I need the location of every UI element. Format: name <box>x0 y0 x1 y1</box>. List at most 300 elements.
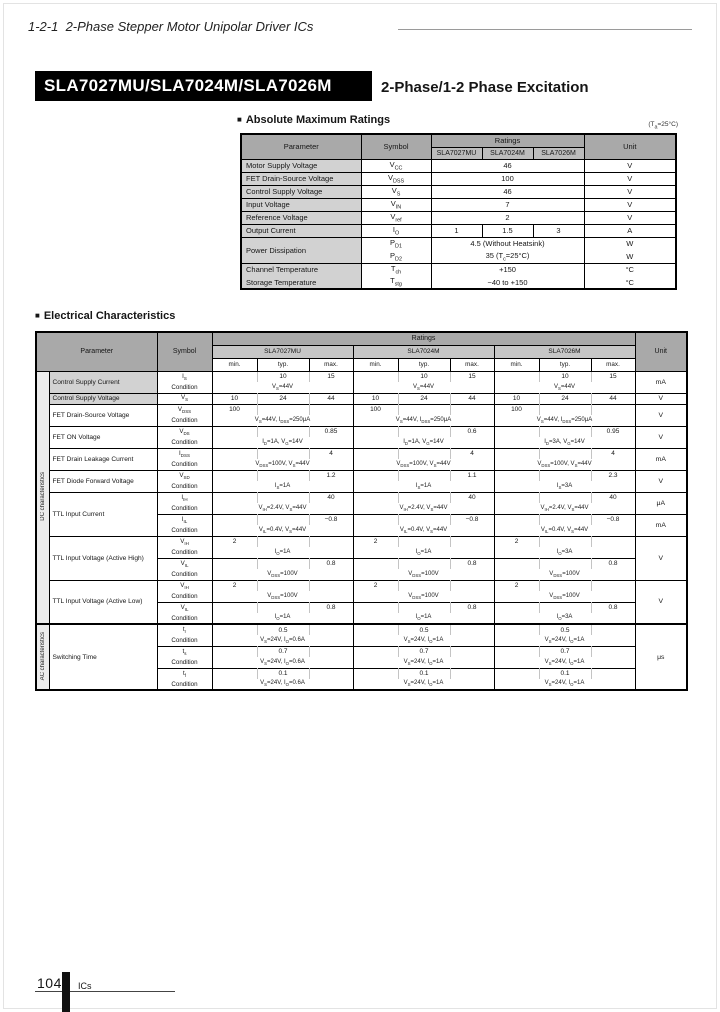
ec-subheader-typ: typ. <box>398 358 450 371</box>
amr-unit: A <box>584 224 676 237</box>
ec-value-max <box>591 536 635 547</box>
ec-unit: V <box>635 580 687 624</box>
amr-rating-value: +150 <box>431 263 584 276</box>
ec-symbol: $t_f$ <box>157 668 212 679</box>
ec-value-max: 0.6 <box>450 426 494 437</box>
footer-category: ICs <box>78 981 92 991</box>
ec-value-min <box>494 426 539 437</box>
ec-value-typ <box>398 580 450 591</box>
ec-header-parameter: Parameter <box>36 332 157 371</box>
ec-value-max: 0.85 <box>309 426 353 437</box>
amr-rating-value: 2 <box>431 211 584 224</box>
ec-condition-value: $V_S=24V$, $I_O=1A$ <box>353 679 494 690</box>
ec-value-typ <box>257 492 309 503</box>
ec-section-title: ■ Electrical Characteristics <box>35 310 175 322</box>
ec-condition-value: $I_O=3A$ <box>494 547 635 558</box>
ec-value-min <box>212 514 257 525</box>
ec-value-max <box>591 580 635 591</box>
ec-condition-value: $V_{IL}=0.4V$, $V_S=44V$ <box>212 525 353 536</box>
ec-value-typ <box>257 602 309 613</box>
ec-condition-label: Condition <box>157 591 212 602</box>
ec-symbol: $V_{IL}$ <box>157 558 212 569</box>
ec-value-min <box>212 558 257 569</box>
amr-unit: W <box>584 250 676 263</box>
amr-parameter: Channel Temperature <box>241 263 361 276</box>
amr-condition-note: $(T_a=25^\circ C)$ <box>648 121 678 131</box>
ec-value-min <box>353 492 398 503</box>
ec-value-typ <box>257 536 309 547</box>
ec-value-max: 15 <box>591 371 635 382</box>
ec-parameter: TTL Input Voltage (Active High) <box>49 536 157 580</box>
ec-header-unit: Unit <box>635 332 687 371</box>
ec-condition-value: $V_{IH}=2.4V$, $V_S=44V$ <box>212 503 353 514</box>
ec-device-name: SLA7026M <box>494 345 635 358</box>
ec-value-typ <box>539 470 591 481</box>
ec-value-max <box>450 646 494 657</box>
ec-value-max <box>309 668 353 679</box>
ec-value-max: 0.8 <box>591 602 635 613</box>
part-number-banner: SLA7027MU/SLA7024M/SLA7026M <box>35 71 372 101</box>
ec-parameter: FET Drain Leakage Current <box>49 448 157 470</box>
ec-value-max <box>309 646 353 657</box>
ec-value-max: 15 <box>309 371 353 382</box>
ec-value-typ: 24 <box>398 393 450 404</box>
ec-subheader-typ: typ. <box>257 358 309 371</box>
ec-parameter: FET ON Voltage <box>49 426 157 448</box>
ec-condition-value: $V_{IL}=0.4V$, $V_S=44V$ <box>494 525 635 536</box>
ec-condition-label: Condition <box>157 481 212 492</box>
ec-value-min: 10 <box>212 393 257 404</box>
ec-symbol: $V_{IH}$ <box>157 580 212 591</box>
ec-value-typ: 0.1 <box>257 668 309 679</box>
ec-value-min: 100 <box>353 404 398 415</box>
ec-value-max: 1.2 <box>309 470 353 481</box>
ec-value-min <box>353 448 398 459</box>
chapter-heading: 1-2-1 2-Phase Stepper Motor Unipolar Driver ICs <box>28 19 314 34</box>
ec-value-min <box>353 602 398 613</box>
footer-rule <box>35 991 175 992</box>
ec-value-min: 2 <box>494 536 539 547</box>
amr-parameter: Reference Voltage <box>241 211 361 224</box>
ec-value-min <box>212 624 257 635</box>
ec-symbol: $I_{IL}$ <box>157 514 212 525</box>
amr-rating-value: 35 $(T_c=25^\circ C)$ <box>431 250 584 263</box>
ec-condition-value: $V_{DSS}=100V$ <box>353 569 494 580</box>
ec-condition-value: $I_O=1A$ <box>353 547 494 558</box>
ec-condition-value: $V_S=44V$ <box>353 382 494 393</box>
ec-value-max: 40 <box>591 492 635 503</box>
ec-condition-value: $V_S=44V$, $I_{DSS}=250\mu A$ <box>353 415 494 426</box>
ec-condition-value: $I_O=3A$ <box>494 613 635 624</box>
ec-value-max: 4 <box>450 448 494 459</box>
ec-value-typ <box>539 602 591 613</box>
ec-value-typ: 24 <box>257 393 309 404</box>
ec-condition-value: $V_S=24V$, $I_O=0.6A$ <box>212 635 353 646</box>
amr-parameter: Motor Supply Voltage <box>241 159 361 172</box>
ec-parameter: Switching Time <box>49 624 157 690</box>
ec-device-name: SLA7027MU <box>212 345 353 358</box>
ec-value-min <box>212 470 257 481</box>
ec-condition-label: Condition <box>157 547 212 558</box>
ec-value-max: 40 <box>309 492 353 503</box>
ec-unit: mA <box>635 371 687 393</box>
amr-symbol: $P_{D2}$ <box>361 250 431 263</box>
amr-unit: W <box>584 237 676 250</box>
ec-symbol: $I_S$ <box>157 371 212 382</box>
ec-parameter: TTL Input Voltage (Active Low) <box>49 580 157 624</box>
ec-parameter: FET Diode Forward Voltage <box>49 470 157 492</box>
amr-symbol: $T_{stg}$ <box>361 276 431 289</box>
ec-value-max: 0.8 <box>450 602 494 613</box>
ec-value-max: −0.8 <box>450 514 494 525</box>
ec-value-max: 44 <box>309 393 353 404</box>
amr-unit: V <box>584 172 676 185</box>
amr-parameter: Control Supply Voltage <box>241 185 361 198</box>
amr-symbol: $V_{ref}$ <box>361 211 431 224</box>
ec-value-typ: 24 <box>539 393 591 404</box>
ec-condition-label: Condition <box>157 635 212 646</box>
ec-subheader-min: min. <box>494 358 539 371</box>
ec-condition-value: $V_S=44V$ <box>212 382 353 393</box>
ec-subheader-typ: typ. <box>539 358 591 371</box>
ec-value-min: 2 <box>353 536 398 547</box>
ec-condition-value: $I_D=1A$, $V_G=14V$ <box>212 437 353 448</box>
amr-header-unit: Unit <box>584 134 676 159</box>
absolute-maximum-ratings-table <box>240 133 677 290</box>
amr-parameter: FET Drain-Source Voltage <box>241 172 361 185</box>
ec-header-ratings: Ratings <box>212 332 635 345</box>
amr-rating-value: 3 <box>533 224 584 237</box>
ec-condition-value: $V_{DSS}=100V$ <box>212 569 353 580</box>
ec-value-typ <box>257 470 309 481</box>
ec-symbol: $V_S$ <box>157 393 212 404</box>
ec-value-min <box>494 668 539 679</box>
ec-value-typ <box>539 426 591 437</box>
ec-value-typ: 0.5 <box>539 624 591 635</box>
ec-value-min <box>494 646 539 657</box>
ec-value-typ: 0.7 <box>398 646 450 657</box>
ec-condition-value: $V_S=24V$, $I_O=0.6A$ <box>212 679 353 690</box>
ec-condition-value: $V_S=24V$, $I_O=1A$ <box>494 635 635 646</box>
electrical-characteristics-table <box>35 331 688 691</box>
ec-value-min: 100 <box>494 404 539 415</box>
ec-condition-value: $I_D=3A$, $V_G=14V$ <box>494 437 635 448</box>
ec-unit: V <box>635 393 687 404</box>
ec-value-max: 1.1 <box>450 470 494 481</box>
amr-rating-value: 4.5 (Without Heatsink) <box>431 237 584 250</box>
ec-value-typ <box>539 448 591 459</box>
ec-parameter: Control Supply Current <box>49 371 157 393</box>
ec-value-typ <box>257 580 309 591</box>
ec-condition-value: $V_{IL}=0.4V$, $V_S=44V$ <box>353 525 494 536</box>
ec-value-min <box>353 558 398 569</box>
ec-value-min <box>494 624 539 635</box>
amr-rating-value: 46 <box>431 185 584 198</box>
ec-value-max <box>309 624 353 635</box>
ec-value-min <box>353 646 398 657</box>
page-subtitle: 2-Phase/1-2 Phase Excitation <box>381 79 589 96</box>
ec-value-max: 2.3 <box>591 470 635 481</box>
ec-value-max: 15 <box>450 371 494 382</box>
ec-condition-value: $I_O=1A$ <box>212 613 353 624</box>
ec-value-min <box>494 448 539 459</box>
ec-value-min: 2 <box>494 580 539 591</box>
ec-value-typ <box>398 448 450 459</box>
ec-value-min <box>212 602 257 613</box>
amr-parameter: Output Current <box>241 224 361 237</box>
ec-condition-value: $V_{DSS}=100V$, $V_S=44V$ <box>353 459 494 470</box>
ec-condition-value: $V_S=24V$, $I_O=1A$ <box>353 635 494 646</box>
ec-value-typ <box>398 404 450 415</box>
ec-value-min: 2 <box>212 536 257 547</box>
amr-section-title: ■ Absolute Maximum Ratings <box>237 114 390 126</box>
ec-value-min <box>353 371 398 382</box>
ec-value-max: −0.8 <box>591 514 635 525</box>
ec-value-min <box>212 646 257 657</box>
amr-device-name: SLA7027MU <box>431 147 482 159</box>
ec-value-min <box>353 624 398 635</box>
ec-value-min <box>494 602 539 613</box>
ec-value-typ <box>398 536 450 547</box>
ec-value-min: 100 <box>212 404 257 415</box>
heading-rule <box>398 29 692 30</box>
amr-header-ratings: Ratings <box>431 134 584 147</box>
ec-unit: V <box>635 470 687 492</box>
ec-value-min <box>353 426 398 437</box>
ec-value-min <box>353 668 398 679</box>
ec-value-min <box>212 668 257 679</box>
ec-value-max: 4 <box>591 448 635 459</box>
amr-parameter: Input Voltage <box>241 198 361 211</box>
ec-condition-value: $I_D=1A$, $V_G=14V$ <box>353 437 494 448</box>
amr-rating-value: 1.5 <box>482 224 533 237</box>
ec-value-max: 0.95 <box>591 426 635 437</box>
ec-value-typ <box>257 426 309 437</box>
ec-value-min <box>353 470 398 481</box>
ec-condition-value: $V_{IH}=2.4V$, $V_S=44V$ <box>353 503 494 514</box>
ec-condition-value: $V_S=24V$, $I_O=1A$ <box>353 657 494 668</box>
ec-condition-label: Condition <box>157 382 212 393</box>
ec-condition-label: Condition <box>157 459 212 470</box>
amr-symbol: $V_{IN}$ <box>361 198 431 211</box>
ec-parameter: FET Drain-Source Voltage <box>49 404 157 426</box>
ec-value-min <box>494 492 539 503</box>
ec-value-min <box>494 558 539 569</box>
amr-header-parameter: Parameter <box>241 134 361 159</box>
ec-subheader-max: max. <box>591 358 635 371</box>
ec-value-max <box>450 668 494 679</box>
ec-value-min <box>212 492 257 503</box>
ec-condition-value: $I_S=1A$ <box>212 481 353 492</box>
amr-rating-value: 1 <box>431 224 482 237</box>
amr-symbol: $T_{ch}$ <box>361 263 431 276</box>
ec-value-max: 4 <box>309 448 353 459</box>
ec-value-min: 10 <box>494 393 539 404</box>
ec-value-typ <box>539 580 591 591</box>
amr-rating-value: 46 <box>431 159 584 172</box>
ec-value-typ: 0.5 <box>398 624 450 635</box>
ec-value-max: 40 <box>450 492 494 503</box>
amr-unit: °C <box>584 276 676 289</box>
ec-condition-label: Condition <box>157 569 212 580</box>
ec-value-min <box>212 371 257 382</box>
ec-value-max: 44 <box>450 393 494 404</box>
ec-unit: V <box>635 404 687 426</box>
amr-header-symbol: Symbol <box>361 134 431 159</box>
amr-parameter: Power Dissipation <box>241 237 361 263</box>
ec-condition-label: Condition <box>157 437 212 448</box>
ec-condition-value: $I_S=3A$ <box>494 481 635 492</box>
ec-value-typ <box>539 404 591 415</box>
ec-value-max <box>450 404 494 415</box>
amr-unit: °C <box>584 263 676 276</box>
ec-value-max: 0.8 <box>450 558 494 569</box>
ec-value-min <box>494 371 539 382</box>
ec-value-max <box>309 580 353 591</box>
ec-value-typ <box>398 602 450 613</box>
ec-value-typ <box>398 514 450 525</box>
ec-condition-value: $V_S=44V$, $I_{DSS}=250\mu A$ <box>212 415 353 426</box>
amr-symbol: $V_S$ <box>361 185 431 198</box>
ec-value-max <box>450 624 494 635</box>
ec-value-typ <box>398 470 450 481</box>
ec-unit: μs <box>635 624 687 690</box>
amr-rating-value: 7 <box>431 198 584 211</box>
ec-value-typ: 10 <box>539 371 591 382</box>
ec-condition-value: $V_{DSS}=100V$ <box>353 591 494 602</box>
ec-unit: mA <box>635 448 687 470</box>
ec-value-min: 10 <box>353 393 398 404</box>
ec-value-max <box>450 536 494 547</box>
ec-device-name: SLA7024M <box>353 345 494 358</box>
ec-section-side-label: AC characteristics <box>36 624 49 690</box>
ec-condition-label: Condition <box>157 525 212 536</box>
amr-unit: V <box>584 159 676 172</box>
ec-value-typ: 10 <box>257 371 309 382</box>
amr-unit: V <box>584 198 676 211</box>
ec-condition-value: $V_S=44V$ <box>494 382 635 393</box>
ec-value-max <box>591 624 635 635</box>
ec-condition-value: $V_S=24V$, $I_O=1A$ <box>494 679 635 690</box>
ec-value-max: 0.8 <box>591 558 635 569</box>
ec-condition-value: $V_S=24V$, $I_O=0.6A$ <box>212 657 353 668</box>
ec-symbol: $V_{IL}$ <box>157 602 212 613</box>
ec-unit: mA <box>635 514 687 536</box>
ec-value-min <box>212 448 257 459</box>
ec-condition-value: $V_{DSS}=100V$ <box>212 591 353 602</box>
ec-value-typ <box>398 492 450 503</box>
amr-device-name: SLA7024M <box>482 147 533 159</box>
footer-bar <box>62 972 70 1012</box>
ec-symbol: $V_{IH}$ <box>157 536 212 547</box>
ec-condition-value: $I_S=1A$ <box>353 481 494 492</box>
ec-value-min <box>494 470 539 481</box>
ec-condition-label: Condition <box>157 415 212 426</box>
amr-parameter: Storage Temperature <box>241 276 361 289</box>
ec-symbol: $t_s$ <box>157 646 212 657</box>
ec-header-symbol: Symbol <box>157 332 212 371</box>
ec-value-min: 2 <box>353 580 398 591</box>
ec-condition-label: Condition <box>157 503 212 514</box>
ec-value-max <box>309 536 353 547</box>
ec-symbol: $V_{SD}$ <box>157 470 212 481</box>
ec-value-typ <box>539 514 591 525</box>
ec-symbol: $I_{DSS}$ <box>157 448 212 459</box>
ec-unit: V <box>635 536 687 580</box>
amr-symbol: $P_{D1}$ <box>361 237 431 250</box>
ec-subheader-max: max. <box>450 358 494 371</box>
ec-symbol: $t_r$ <box>157 624 212 635</box>
ec-value-typ <box>539 536 591 547</box>
ec-value-typ <box>398 426 450 437</box>
ec-value-max: −0.8 <box>309 514 353 525</box>
ec-value-typ: 10 <box>398 371 450 382</box>
ec-condition-label: Condition <box>157 613 212 624</box>
amr-rating-value: −40 to +150 <box>431 276 584 289</box>
ec-value-max: 0.8 <box>309 602 353 613</box>
ec-condition-label: Condition <box>157 657 212 668</box>
ec-subheader-min: min. <box>353 358 398 371</box>
ec-value-typ <box>398 558 450 569</box>
ec-value-min <box>212 426 257 437</box>
ec-condition-value: $V_{DSS}=100V$, $V_S=44V$ <box>494 459 635 470</box>
ec-value-typ <box>257 514 309 525</box>
amr-symbol: $V_{CC}$ <box>361 159 431 172</box>
ec-value-min <box>353 514 398 525</box>
ec-value-max <box>309 404 353 415</box>
ec-value-typ <box>257 404 309 415</box>
ec-value-typ: 0.7 <box>257 646 309 657</box>
ec-value-max: 44 <box>591 393 635 404</box>
ec-value-typ <box>539 492 591 503</box>
ec-parameter: Control Supply Voltage <box>49 393 157 404</box>
ec-condition-value: $I_O=1A$ <box>212 547 353 558</box>
ec-condition-value: $V_{DSS}=100V$, $V_S=44V$ <box>212 459 353 470</box>
ec-condition-value: $I_O=1A$ <box>353 613 494 624</box>
ec-value-typ: 0.7 <box>539 646 591 657</box>
amr-device-name: SLA7026M <box>533 147 584 159</box>
ec-parameter: TTL Input Current <box>49 492 157 536</box>
amr-unit: V <box>584 211 676 224</box>
ec-value-max <box>591 404 635 415</box>
ec-value-typ: 0.5 <box>257 624 309 635</box>
ec-value-max <box>591 646 635 657</box>
amr-symbol: $I_O$ <box>361 224 431 237</box>
ec-condition-value: $V_S=24V$, $I_O=1A$ <box>494 657 635 668</box>
ec-value-typ <box>257 448 309 459</box>
ec-condition-value: $V_{DSS}=100V$ <box>494 591 635 602</box>
ec-unit: V <box>635 426 687 448</box>
amr-symbol: $V_{DSS}$ <box>361 172 431 185</box>
ec-value-min <box>494 514 539 525</box>
page-number: 104 <box>37 975 62 991</box>
ec-symbol: $V_{DSS}$ <box>157 404 212 415</box>
ec-condition-label: Condition <box>157 679 212 690</box>
ec-condition-value: $V_S=44V$, $I_{DSS}=250\mu A$ <box>494 415 635 426</box>
ec-condition-value: $V_{DSS}=100V$ <box>494 569 635 580</box>
ec-section-side-label: DC characteristics <box>36 371 49 624</box>
ec-value-typ <box>257 558 309 569</box>
ec-value-typ: 0.1 <box>398 668 450 679</box>
ec-symbol: $I_{IH}$ <box>157 492 212 503</box>
amr-rating-value: 100 <box>431 172 584 185</box>
ec-value-max: 0.8 <box>309 558 353 569</box>
ec-unit: μA <box>635 492 687 514</box>
ec-value-max <box>591 668 635 679</box>
ec-condition-value: $V_{IH}=2.4V$, $V_S=44V$ <box>494 503 635 514</box>
ec-subheader-max: max. <box>309 358 353 371</box>
ec-value-typ: 0.1 <box>539 668 591 679</box>
